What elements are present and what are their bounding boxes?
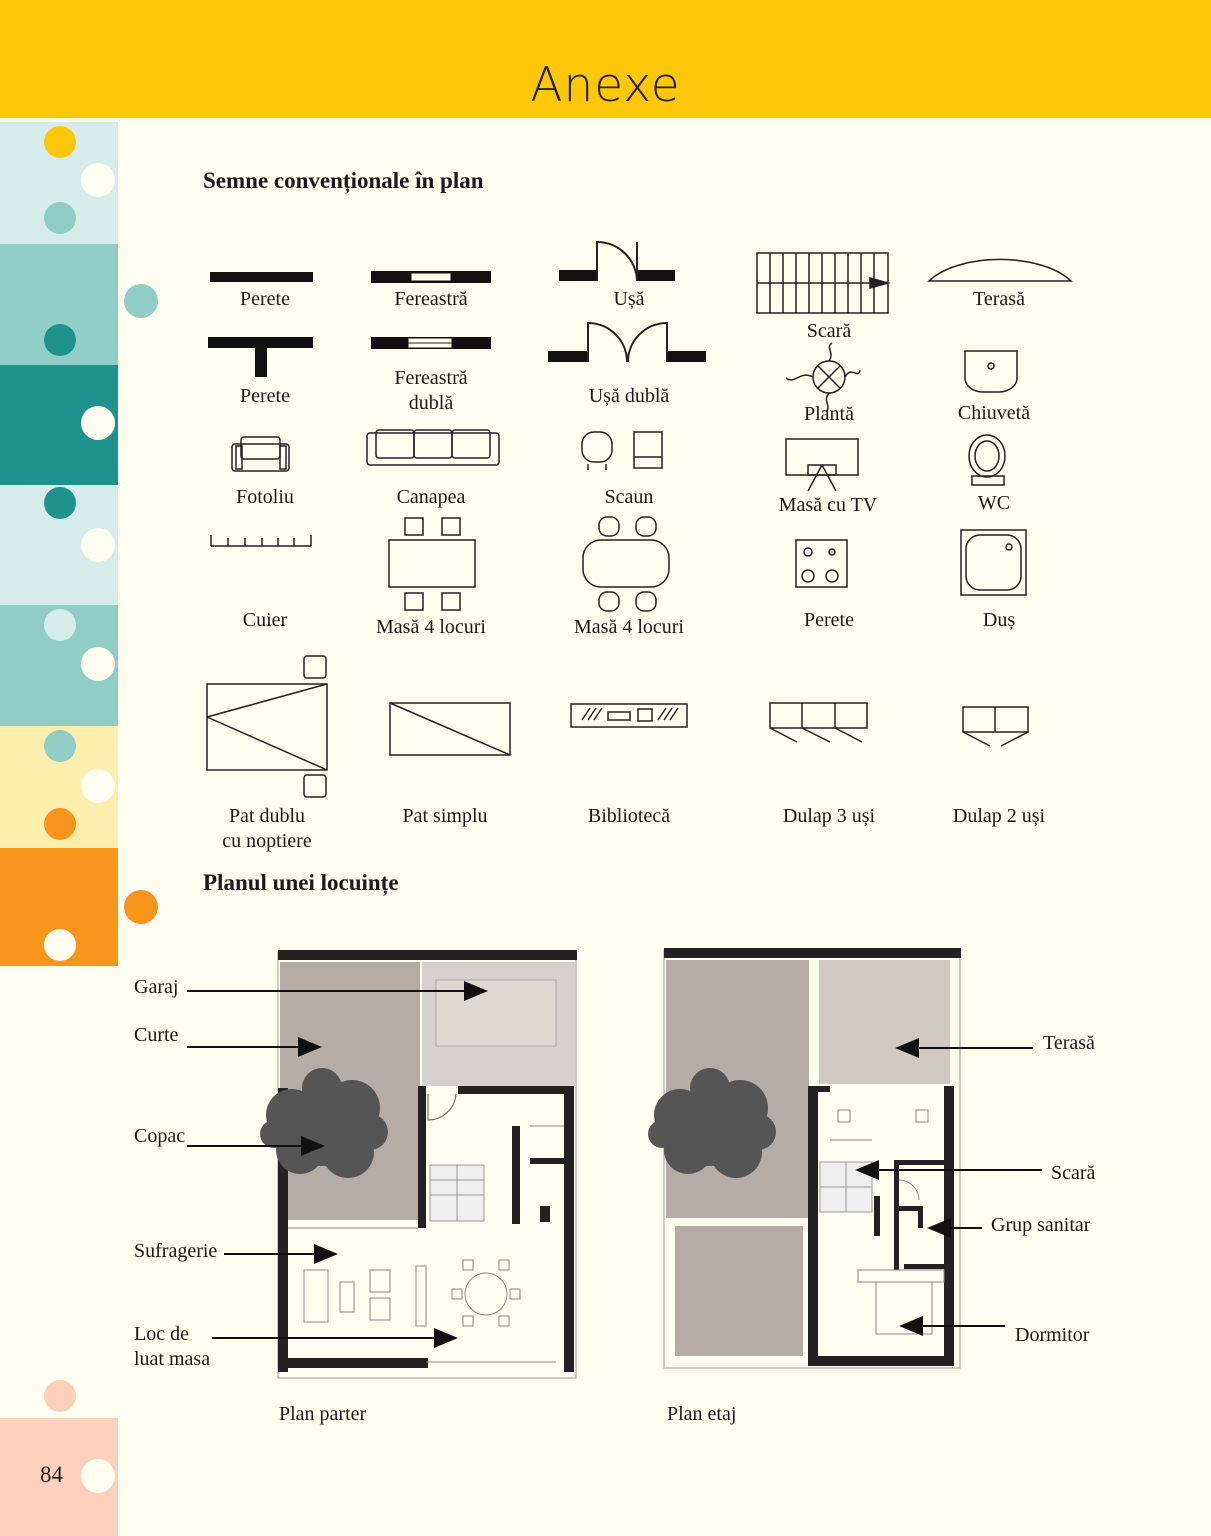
label-usa: Ușă — [613, 288, 645, 310]
page-title: Anexe — [530, 58, 681, 113]
label-scara-plan: Scară — [1051, 1162, 1096, 1184]
label-sufragerie: Sufragerie — [134, 1240, 218, 1262]
label-pat-dublu-2: cu noptiere — [222, 830, 312, 852]
label-luat-masa: luat masa — [134, 1348, 211, 1370]
label-dormitor: Dormitor — [1015, 1324, 1090, 1346]
label-fereastra-dubla-1: Fereastră — [394, 367, 468, 389]
label-copac: Copac — [134, 1125, 186, 1147]
section-title-symbols: Semne convenționale în plan — [203, 168, 484, 193]
label-scaun: Scaun — [604, 486, 654, 508]
plan-parter-drawing — [260, 950, 577, 1378]
label-terasa: Terasă — [973, 288, 1025, 310]
label-fereastra: Fereastră — [394, 288, 468, 310]
label-masa-tv: Masă cu TV — [778, 494, 878, 516]
label-perete: Perete — [240, 288, 290, 310]
label-perete-3: Perete — [804, 609, 854, 631]
label-canapea: Canapea — [396, 486, 466, 508]
label-masa-4-b: Masă 4 locuri — [574, 616, 684, 638]
label-planta: Plantă — [804, 403, 854, 425]
label-dus: Duș — [982, 609, 1016, 631]
label-fereastra-dubla-2: dublă — [408, 392, 454, 414]
plan-etaj-drawing — [648, 948, 961, 1368]
label-pat-simplu: Pat simplu — [402, 805, 488, 827]
caption-plan-etaj: Plan etaj — [667, 1403, 737, 1425]
label-usa-dubla: Ușă dublă — [588, 385, 670, 407]
label-dulap-3: Dulap 3 uși — [782, 805, 876, 827]
label-pat-dublu-1: Pat dublu — [228, 805, 306, 827]
page-number: 84 — [40, 1462, 63, 1487]
label-curte: Curte — [134, 1024, 179, 1046]
caption-plan-parter: Plan parter — [279, 1403, 367, 1425]
label-loc-de: Loc de — [134, 1323, 189, 1345]
label-dulap-2: Dulap 2 uși — [952, 805, 1046, 827]
section-title-plan: Planul unei locuințe — [203, 870, 399, 895]
label-chiuveta: Chiuvetă — [957, 402, 1031, 424]
label-masa-4-a: Masă 4 locuri — [376, 616, 486, 638]
label-fotoliu: Fotoliu — [236, 486, 294, 508]
label-terasa-plan: Terasă — [1043, 1032, 1095, 1054]
label-biblioteca: Bibliotecă — [587, 805, 671, 827]
label-garaj: Garaj — [134, 976, 179, 998]
label-perete-2: Perete — [240, 385, 290, 407]
label-scara: Scară — [806, 320, 852, 342]
label-wc: WC — [977, 492, 1011, 514]
label-grup-sanitar: Grup sanitar — [991, 1214, 1091, 1236]
label-cuier: Cuier — [242, 609, 288, 631]
